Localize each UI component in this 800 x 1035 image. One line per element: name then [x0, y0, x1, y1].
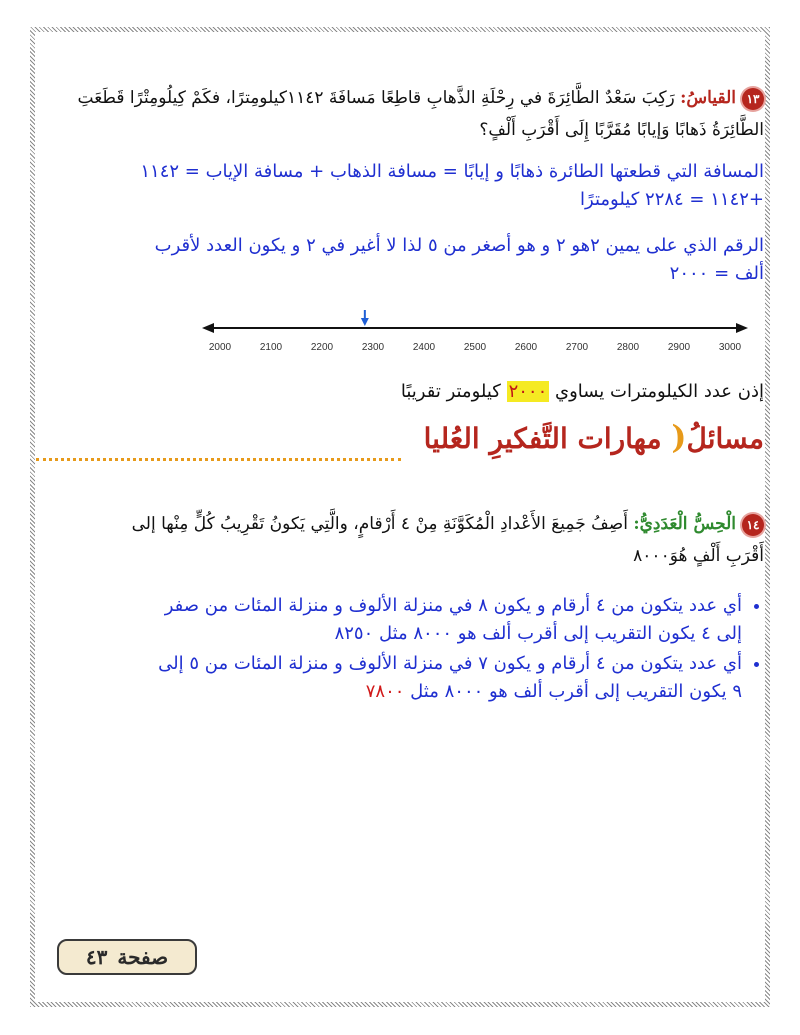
- question-term: الْحِسُّ الْعَدَدِيُّ:: [633, 514, 736, 534]
- number-line-tick-label: 2500: [463, 342, 487, 353]
- number-line-tick-label: 2700: [565, 342, 589, 353]
- question-line-1: أَصِفُ جَمِيعَ الأَعْدادِ الْمُكَوَّنَةِ مِنْ ٤ أَرْقامٍ، والَّتِي يَكونُ تَقْرِيبُ كُلٍّ مِنْها إلى: [131, 514, 628, 534]
- number-line-right-arrow: [736, 323, 748, 333]
- number-line-left-arrow: [202, 323, 214, 333]
- page-number: ٤٣: [85, 945, 108, 969]
- question-14: [36, 508, 764, 572]
- conclusion-highlight: ٢٠٠٠: [508, 381, 548, 402]
- answer-14-list: [42, 592, 764, 708]
- answer-13-calc: [36, 158, 764, 214]
- answer-line-2: +١١٤٢ = ٢٢٨٤ كيلومترًا: [580, 189, 764, 210]
- list-item: [42, 650, 742, 706]
- page-number-tab: [57, 939, 197, 975]
- question-term: القياسُ:: [680, 88, 736, 108]
- question-line-2: أَقْرَبِ أَلْفٍ هُوَ٨٠٠٠: [633, 546, 764, 566]
- number-line-tick-label: 2900: [667, 342, 691, 353]
- number-line-tick-label: 2100: [259, 342, 283, 353]
- question-number-badge: ١٤: [742, 514, 764, 536]
- number-line-tick-label: 2600: [514, 342, 538, 353]
- number-line: [200, 310, 750, 356]
- number-line-marker: [361, 310, 369, 326]
- bullet-line-1: أي عدد يتكون من ٤ أرقام و يكون ٨ في منزلة الألوف و منزلة المئات من صفر: [164, 595, 742, 616]
- bullet-line-1: أي عدد يتكون من ٤ أرقام و يكون ٧ في منزلة الألوف و منزلة المئات من ٥ إلى: [158, 653, 742, 674]
- list-item: [42, 592, 742, 648]
- conclusion-before: إذن عدد الكيلومترات يساوي: [554, 381, 764, 402]
- page-label: صفحة: [117, 945, 169, 969]
- answer-13-rounding: [36, 232, 764, 288]
- number-line-tick-label: 2800: [616, 342, 640, 353]
- question-line-1: رَكِبَ سَعْدٌ الطَّائِرَةَ في رِحْلَةِ الذَّهابِ قاطِعًا مَسافَةَ ١١٤٢كيلومِترًا، فكَمْ كِيلُومِتْرًا قَطَعَتِ: [77, 88, 675, 108]
- conclusion-line: [36, 378, 764, 406]
- section-title: [424, 418, 764, 456]
- answer-line-1: المسافة التي قطعتها الطائرة ذهابًا و إيابًا = مسافة الذهاب + مسافة الإياب = ١١٤٢: [140, 161, 764, 182]
- number-line-tick-label: 3000: [718, 342, 742, 353]
- bullet-line-2: إلى ٤ يكون التقريب إلى أقرب ألف هو ٨٠٠٠ مثل ٨٢٥٠: [334, 623, 742, 644]
- number-line-tick-label: 2300: [361, 342, 385, 353]
- number-line-tick-label: 2000: [208, 342, 232, 353]
- question-number-badge: ١٣: [742, 88, 764, 110]
- answer-line-3: الرقم الذي على يمين ٢هو ٢ و هو أصغر من ٥ لذا لا أغير في ٢ و يكون العدد لأقرب: [154, 235, 764, 256]
- section-title-word1: مسائلُ: [686, 422, 764, 455]
- bullet-line-2: ٩ يكون التقريب إلى أقرب ألف هو ٨٠٠٠ مثل: [410, 681, 742, 702]
- number-line-tick-label: 2200: [310, 342, 334, 353]
- number-line-tick-label: 2400: [412, 342, 436, 353]
- conclusion-after: كيلومتر تقريبًا: [400, 381, 501, 402]
- section-title-word2: مهارات التَّفكيرِ العُليا: [423, 422, 662, 455]
- bullet-example: ٧٨٠٠: [365, 681, 405, 702]
- question-line-2: الطَّائِرَةُ ذَهابًا وَإيابًا مُقَرَّبًا إِلَى أَقْرَبِ أَلْفٍ؟: [479, 120, 764, 140]
- section-dotted-rule: [36, 458, 401, 461]
- question-13: [36, 82, 764, 146]
- answer-line-4: ألف = ٢٠٠٠: [669, 263, 764, 284]
- title-hook-icon: (: [671, 418, 687, 456]
